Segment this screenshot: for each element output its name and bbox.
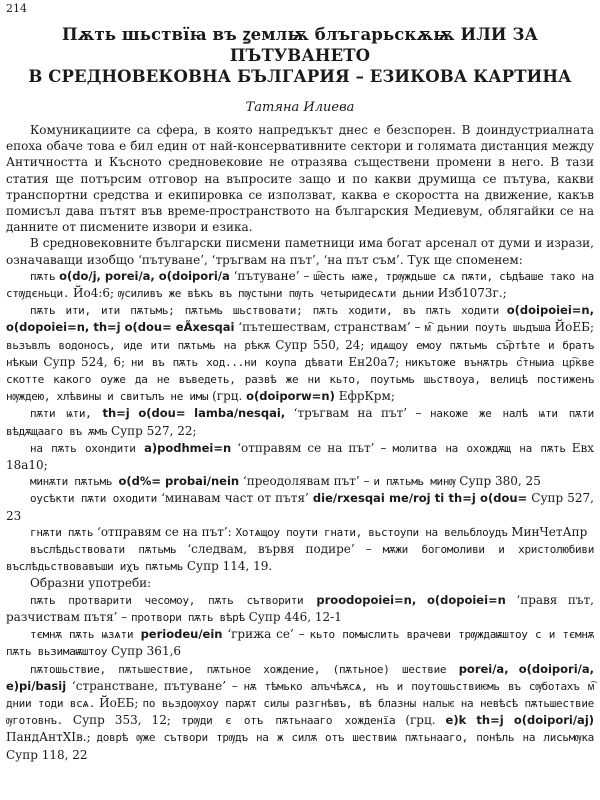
title-church-slavonic: Пѫть шьствїꙗ въ ꙁемлѭ блъгарьскѫѭ	[62, 25, 455, 44]
title-bulgarian-line2: В СРЕДНОВЕКОВНА БЪЛГАРИЯ – ЕЗИКОВА КАРТИНА	[28, 67, 572, 86]
entry-gnati-pat: гнѫти пѫть ‘отправям се на път’: Хотѧщоу поути гнати, вьстоупи на вельблоудъ МинЧетАпр	[30, 524, 588, 539]
entry-na-pat-ohoditi: на пѫть охондити a)podhmei=n ‘отправям се на път’ – молитва на охождѫщ на пѫть Евх 18а10;	[6, 440, 594, 473]
entry-vasledstvovati: въслѣдьствовати пѫтьмь ‘следвам, вървя подире’ – мѫжи богомоливи и христолюбиви въслѣдьствовавъши иχъ пѫтьмь Супр 114, 19.	[6, 542, 595, 574]
entry-ousekti-pati: оусѣкти пѫти оходити ‘минавам част от пътя’ die/rxesqai me/roj ti th=j o(dou= Супр 527, 23	[6, 491, 594, 523]
title-bulgarian-line1: ИЛИ ЗА ПЪТУВАНЕТО	[229, 25, 538, 65]
paragraph-intro: Комуникациите са сфера, в която напредъкът днес е безспорен. В доиндустриалната епоха обаче това е бил един от най-консервативните сектори и голямата дистанция между Античността и Късното средновековие не отразява съществени промени в него. В тази статия ще потърсим отговор на въпросите защо и по какви друмища се пътува, какви транспортни средства и екипировка се използват, каква е скоростта на движение, какъв помисъл дава пътят във време-пространството на българския Медиевум, облягайки се на данните от писмените извори и езика.	[6, 123, 594, 235]
entry-pati-yati: пѫти ѩти, th=j o(dou= lamba/nesqai, ‘тръгвам на път’ – накоже же налѣ ѩти пѫти вѣдѫщааго въ ѫмъ Супр 527, 22;	[6, 406, 594, 438]
paragraph-lexicon-intro: В средновековните български писмени паметници има богат арсенал от думи и изрази, означаващи изобщо ‘пътуване’, ‘тръгвам на път’, ‘на път съм’. Тук ще споменем:	[6, 236, 594, 267]
article-title	[10, 24, 590, 87]
entry-minati-patm: минѫти пѫтьмь o(d%= probai/nein ‘преодолявам път’ – и пѫтьмь минѹ Супр 380, 25	[30, 474, 541, 489]
author-name: Татяна Илиева	[245, 100, 355, 115]
entry-patoshestvie: пѫтошьствие, пѫтьшествие, пѫтьное хождение, (пѫтьное) шествие porei/a, o(doipori/a, e)pi/basij ‘странстване, пътуване’ – нѫ тѣмько алъчѣѫсѧ, нъ и поутошьствиѥмь въ сѹботахъ м҇ днии тоди всѧ. ЙоЕБ; по вьздоѹхоу парѫт силы разгнѣвъ, вѣ блазны нальѥ на невѣсѣ пѫтьшествие ѹготовнъ. Супр 353, 12; трѹди є отъ пѫтьнааго хожденїа (грц. e)k th=j o(doipori/aj) ПандАнтХІв.; доврѣ ѹже сътвори трѹдъ на ж силѫ отъ шествиѩ пѫтьнааго, понѣль на лисьмѹка Супр 118, 22	[6, 661, 595, 762]
figurative-heading: Образни употреби:	[30, 576, 152, 591]
entry-pat-iti: пѫть ити, ити пѫтьмь; пѫтьмь шьствовати; пѫть ходити, въ пѫть ходити o(doipoiei=n, o(dopoiei=n, th=j o(dou= eÃxesqai ‘пътешествам, странствам’ – м҇ дьнии поуть шьдъша ЙоЕБ; вьзъвлъ водоносъ, иде ити пѫтьмь на рѣкѫ Супр 550, 24; идѧщоу емоу пѫтьмь съ҇ртѣте и братъ нѣкыи Супр 524, 6; ни въ пѫть ход...ни коупа дѣвати Ен20а7; никътоже вънѫтрь с҇тныиа цр҇кве скотте какого оуже да не въведеть, развѣ же ни кьто, поутьмь шьствоуа, велицѣ постиженъ нѹждею, хлѣвины и свитълъ не имы (грц. o(doiporw=n) ЕфрКрм;	[6, 303, 594, 404]
entry-pat: пѫть o(do/j, porei/a, o(doipori/a ‘пътуване’ – ш҇есть ꙗже, трѹждьше сѧ пѫти, сѣдѣаше тако на стѹдєньци. Йо4:6; ѹсиливъ же вѣкъ въ пѹстыни пѹть четыридесѧти дьнии Изб1073г.;	[6, 268, 594, 301]
entry-temna-pat: тємнѫ пѫть ѩзѧти periodeu/ein ‘грижа се’ – кьто помыслить врачеви трѹждаѭштоу с и тємнѫ пѫть вьзимаѭштоу Супр 361,6	[6, 627, 594, 659]
page-number: 214	[6, 2, 27, 15]
article-body	[6, 122, 594, 763]
entry-pat-protvoriti: пѫть протварити чесомоу, пѫть сътворити proodopoiei=n, o(dopoiei=n ‘правя път, разчиствам пътя’ – протвори пѫть вѣрѣ Супр 446, 12-1	[6, 592, 594, 624]
